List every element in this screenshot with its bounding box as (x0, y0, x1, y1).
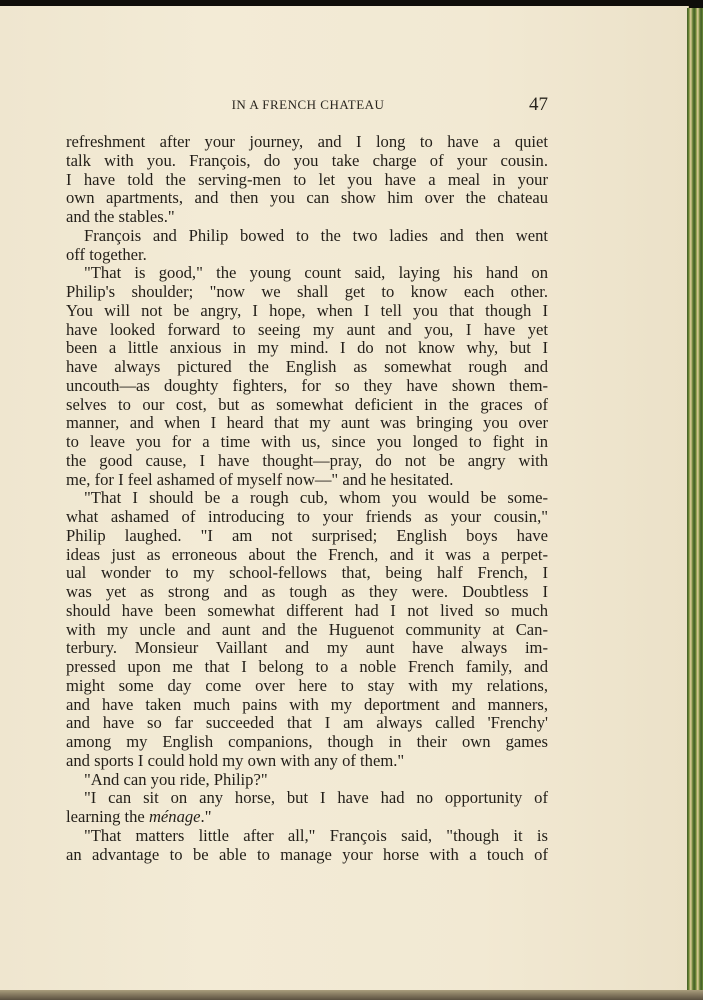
page-bottom-edge (0, 990, 703, 1000)
text-line: "That is good," the young count said, laying his hand on (84, 263, 548, 283)
text-line: "And can you ride, Philip?" (84, 769, 268, 789)
text-line: the good cause, I have thought—pray, do not be angry with (66, 450, 548, 470)
text-line: I have told the serving-men to let you have a meal in your (66, 169, 548, 189)
text-line: to leave you for a time with us, since you longed to fight in (66, 432, 548, 451)
text-line: off together. (66, 244, 147, 264)
text-line: manner, and when I heard that my aunt was bringing you over (66, 413, 548, 433)
text-line: François and Philip bowed to the two ladies and then went (84, 225, 548, 245)
text-line: have looked forward to seeing my aunt and you, I have yet (66, 319, 548, 339)
text-line: an advantage to be able to manage your horse with a touch of (66, 844, 548, 864)
text-line: with my uncle and aunt and the Huguenot community at Can- (66, 619, 548, 639)
text-line: among my English companions, though in their own games (66, 732, 548, 751)
text-line: Philip's shoulder; "now we shall get to know each other. (66, 282, 548, 301)
text-line: You will not be angry, I hope, when I tell you that though I (66, 300, 548, 320)
text-line: "I can sit on any horse, but I have had no opportunity of (84, 788, 548, 808)
text-line: own apartments, and then you can show him over the chateau (66, 188, 548, 208)
italic-word: ménage (148, 807, 201, 826)
text-line: terbury. Monsieur Vaillant and my aunt have always im- (66, 638, 548, 658)
page-edge (687, 8, 703, 990)
text-line: and have taken much pains with my deportment and manners, (66, 694, 548, 714)
text-line: might some day come over here to stay with my relations, (66, 675, 548, 695)
text-line: pressed upon me that I belong to a noble French family, and (66, 657, 548, 676)
text-line: and the stables." (66, 207, 175, 226)
body-text (66, 133, 548, 864)
text-line: me, for I feel ashamed of myself now—" and he hesitated. (66, 469, 454, 489)
page-header (66, 94, 550, 116)
page-number: 47 (529, 94, 548, 115)
text-line: uncouth—as doughty fighters, for so they have shown them- (66, 375, 548, 395)
text-line: what ashamed of introducing to your friends as your cousin," (66, 507, 548, 526)
text-line: refreshment after your journey, and I long to have a quiet (66, 132, 548, 151)
running-head: IN A FRENCH CHATEAU (231, 97, 385, 112)
text-run: ." (200, 807, 212, 826)
text-run: learning the (66, 807, 149, 826)
text-line: was yet as strong and as tough as they were. Doubtless I (66, 582, 548, 601)
text-line: "That matters little after all," François said, "though it is (84, 825, 548, 845)
text-line: have always pictured the English as somewhat rough and (66, 357, 548, 376)
text-line: "That I should be a rough cub, whom you would be some- (84, 488, 548, 508)
text-line: ideas just as erroneous about the French, and it was a perpet- (66, 544, 548, 564)
text-line: should have been somewhat different had I not lived so much (66, 600, 548, 620)
text-line: Philip laughed. "I am not surprised; English boys have (66, 525, 548, 545)
text-line (66, 808, 548, 827)
text-line: and sports I could hold my own with any of them." (66, 750, 405, 770)
text-line: been a little anxious in my mind. I do not know why, but I (66, 338, 548, 358)
text-line: and have so far succeeded that I am always called 'Frenchy' (66, 713, 548, 733)
text-line: ual wonder to my school-fellows that, being half French, I (66, 563, 548, 583)
text-line: talk with you. François, do you take charge of your cousin. (66, 150, 548, 170)
text-line: selves to our cost, but as somewhat deficient in the graces of (66, 394, 548, 414)
book-page (0, 6, 689, 992)
